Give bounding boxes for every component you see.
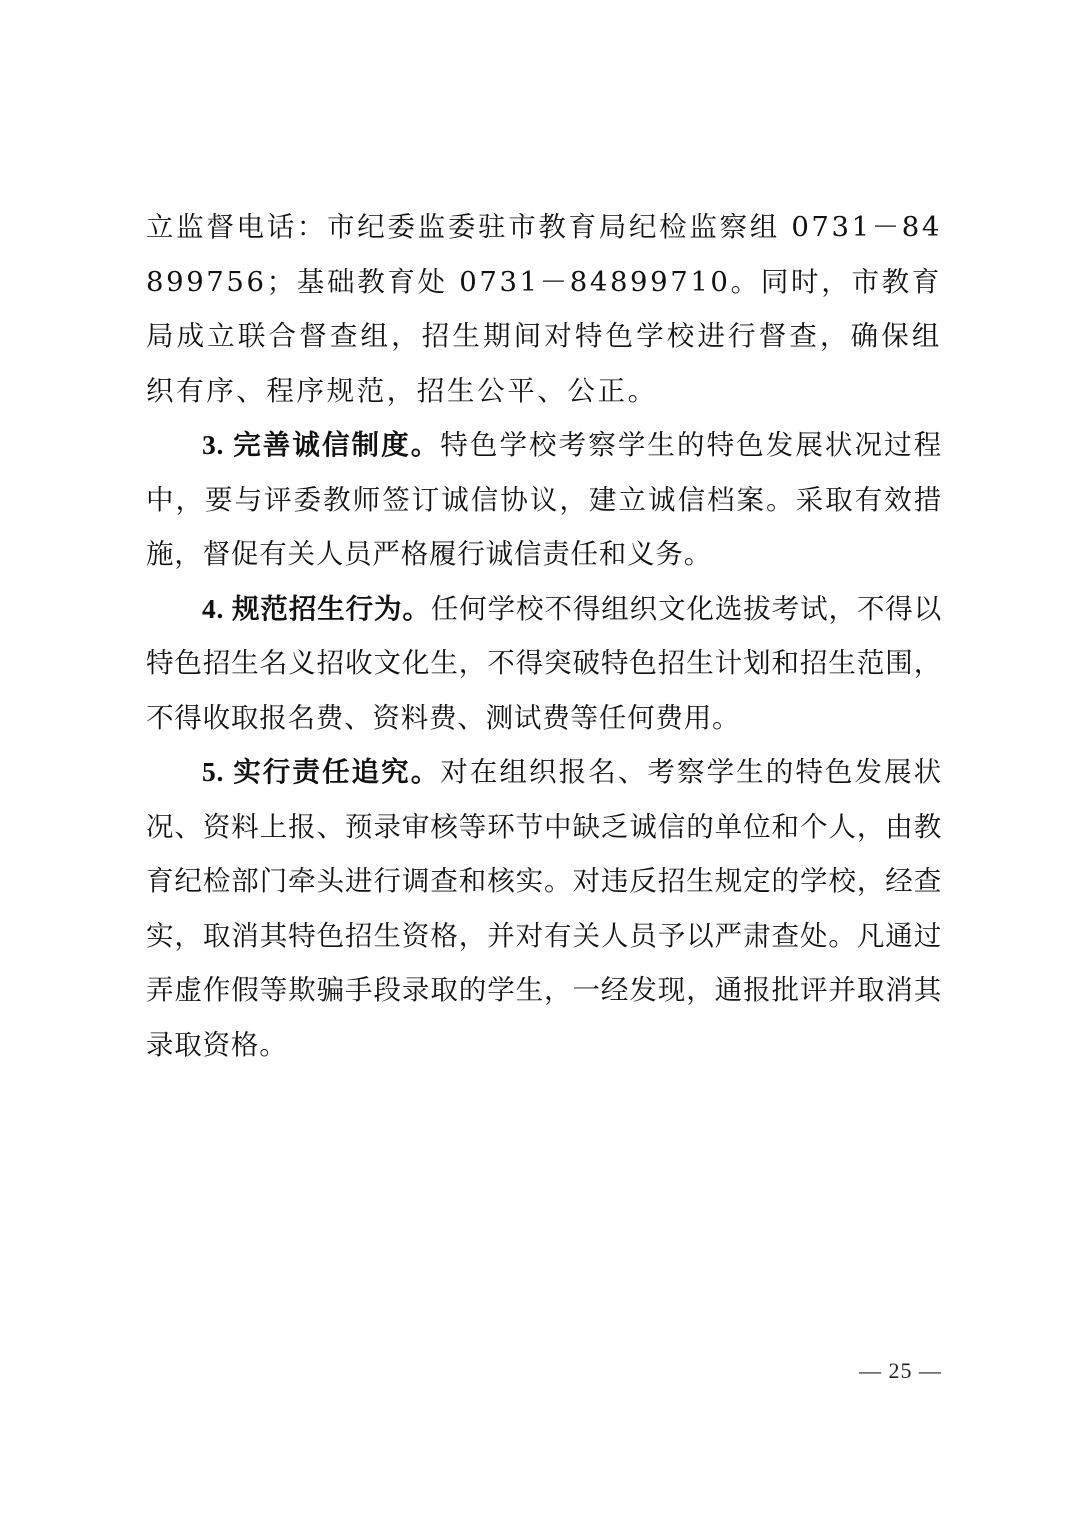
section-heading [202,429,440,461]
paragraph-supervision-hotline [146,200,942,418]
paragraph-text: 对在组织报名、考察学生的特色发展状况、资料上报、预录审核等环节中缺乏诚信的单位和个人，由教育纪检部门牵头进行调查和核实。对违反招生规定的学校，经查实，取消其特色招生资格，并对有关人员予以严肃查处。凡通过弄虚作假等欺骗手段录取的学生，一经发现，通报批评并取消其录取资格。 [146,756,942,1061]
paragraph-text: 特色学校考察学生的特色发展状况过程中，要与评委教师签订诚信协议，建立诚信档案。采取有效措施，督促有关人员严格履行诚信责任和义务。 [146,429,942,570]
section-heading [202,593,431,625]
paragraph-integrity-system [146,418,942,582]
section-title: 规范招生行为。 [232,592,431,625]
section-number: 5. [202,756,234,787]
section-number: 4. [202,592,233,624]
section-title: 完善诚信制度。 [233,429,441,461]
page-number: — 25 — [859,1358,942,1383]
body-text [146,200,942,1072]
paragraph-text: 立监督电话：市纪委监委驻市教育局纪检监察组 0731－84899756；基础教育处 0731－84899710。同时，市教育局成立联合督查组，招生期间对特色学校进行督查，确保组织有序、程序规范，招生公平、公正。 [146,211,942,407]
paragraph-text: 任何学校不得组织文化选拔考试，不得以特色招生名义招收文化生，不得突破特色招生计划和招生范围，不得收取报名费、资料费、测试费等任何费用。 [146,592,942,734]
section-number: 3. [202,429,234,460]
paragraph-accountability [146,745,942,1072]
section-title: 实行责任追究。 [233,756,441,788]
section-heading [202,756,440,788]
paragraph-admission-conduct [146,582,942,746]
